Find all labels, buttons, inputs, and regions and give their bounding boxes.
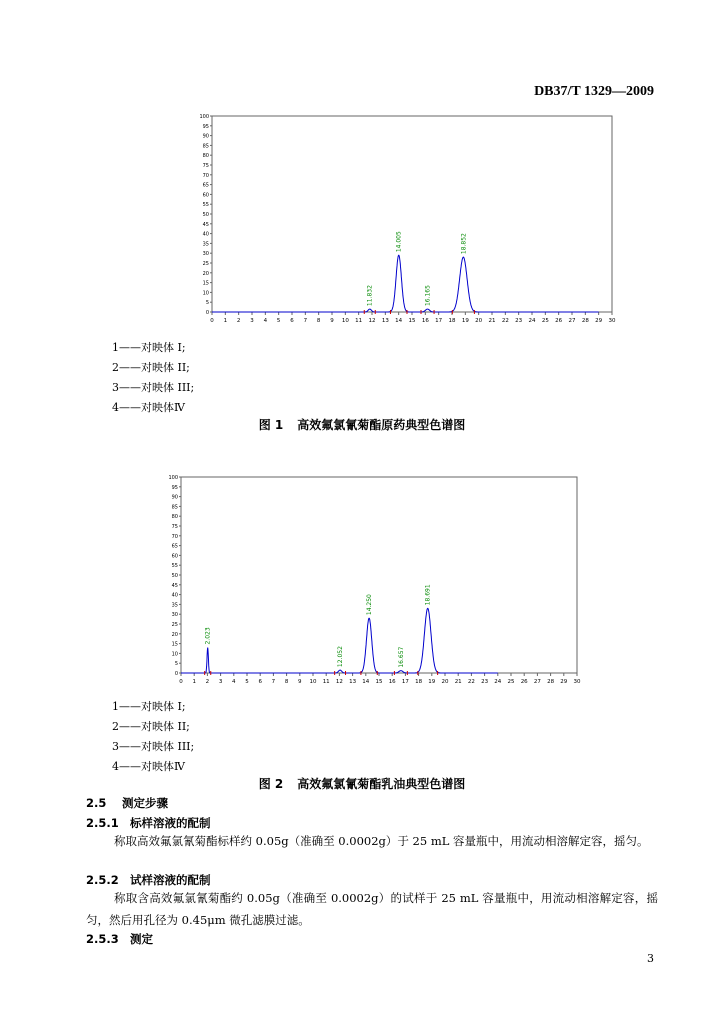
page-number: 3 (647, 952, 654, 965)
peak-label: 11.832 (366, 285, 374, 307)
y-tick-label: 50 (171, 573, 178, 579)
figure-1-title: 高效氟氯氰菊酯原药典型色谱图 (297, 418, 466, 432)
peak-label: 14.005 (395, 231, 403, 253)
section-number: 2.5.2 (86, 873, 119, 887)
y-tick-label: 30 (171, 612, 178, 619)
x-tick-label: 27 (568, 318, 576, 324)
x-tick-label: 12 (368, 318, 376, 324)
x-tick-label: 11 (322, 679, 330, 685)
y-tick-label: 30 (202, 251, 209, 258)
section-2-5-3-heading (86, 931, 153, 947)
section-2-5-1-heading (86, 815, 211, 831)
x-tick-label: 2 (205, 679, 210, 685)
y-tick-label: 75 (202, 163, 209, 169)
figure-1-number: 图 1 (258, 418, 284, 432)
standard-code: DB37/T 1329—2009 (534, 84, 654, 99)
y-tick-label: 60 (171, 553, 178, 560)
y-tick-label: 80 (202, 153, 209, 160)
y-tick-label: 45 (171, 582, 178, 589)
y-tick-label: 100 (199, 114, 209, 120)
y-tick-label: 25 (171, 622, 178, 628)
x-tick-label: 7 (303, 318, 308, 324)
x-tick-label: 29 (595, 318, 603, 324)
x-tick-label: 21 (454, 679, 462, 685)
x-tick-label: 15 (408, 318, 416, 324)
x-tick-label: 1 (192, 679, 196, 685)
x-tick-label: 20 (475, 318, 483, 324)
y-tick-label: 100 (168, 475, 178, 481)
x-tick-label: 30 (608, 318, 616, 324)
section-2-5-1-text: 称取高效氟氯氰菊酯标样约 0.05g（准确至 0.0002g）于 25 mL 容量瓶中，用流动相溶解定容，摇匀。 (114, 834, 649, 848)
section-title: 试样溶液的配制 (130, 873, 211, 887)
y-tick-label: 0 (174, 671, 178, 677)
legend-item: 3——对映体 III; (112, 740, 195, 753)
x-tick-label: 24 (528, 318, 536, 324)
y-tick-label: 35 (171, 602, 178, 609)
x-tick-label: 9 (330, 318, 334, 324)
legend-item: 4——对映体Ⅳ (112, 401, 185, 414)
x-tick-label: 26 (555, 318, 563, 324)
legend-item: 4——对映体Ⅳ (112, 760, 185, 773)
section-title: 标样溶液的配制 (130, 816, 211, 830)
x-tick-label: 12 (335, 679, 343, 685)
y-tick-label: 60 (202, 192, 209, 199)
x-tick-label: 29 (560, 679, 568, 685)
y-tick-label: 90 (202, 133, 209, 140)
x-tick-label: 10 (341, 318, 349, 324)
y-tick-label: 70 (171, 533, 178, 540)
signal-trace (212, 255, 599, 312)
y-tick-label: 80 (171, 514, 178, 521)
x-tick-label: 8 (284, 679, 289, 685)
x-tick-label: 28 (581, 318, 589, 324)
peak-label: 18.691 (424, 584, 432, 606)
y-tick-label: 35 (202, 241, 209, 248)
chromatogram-figure-2 (165, 473, 585, 695)
x-tick-label: 0 (210, 318, 214, 324)
x-tick-label: 18 (415, 679, 423, 685)
x-tick-label: 25 (507, 679, 515, 685)
plot-frame (181, 477, 577, 673)
x-tick-label: 1 (223, 318, 228, 324)
x-tick-label: 22 (467, 679, 475, 685)
x-tick-label: 19 (428, 679, 436, 685)
x-tick-label: 18 (448, 318, 456, 324)
section-title: 测定 (130, 932, 153, 946)
y-tick-label: 50 (202, 212, 209, 218)
legend-item: 2——对映体 II; (112, 361, 190, 374)
x-tick-label: 23 (481, 679, 489, 685)
x-tick-label: 23 (515, 318, 523, 324)
x-tick-label: 15 (375, 679, 383, 685)
y-tick-label: 15 (202, 280, 209, 287)
plot-frame (212, 116, 612, 312)
y-tick-label: 10 (202, 290, 209, 297)
y-tick-label: 40 (202, 231, 209, 238)
x-tick-label: 26 (520, 679, 528, 685)
figure-2-title: 高效氟氯氰菊酯乳油典型色谱图 (297, 777, 466, 791)
x-tick-label: 17 (435, 318, 443, 324)
x-tick-label: 4 (263, 318, 268, 324)
x-tick-label: 7 (271, 679, 276, 685)
y-tick-label: 70 (202, 172, 209, 179)
peak-label: 18.852 (460, 233, 468, 255)
y-tick-label: 75 (171, 524, 178, 530)
figure-2-caption (0, 775, 724, 792)
section-title: 测定步骤 (122, 796, 168, 810)
y-tick-label: 90 (171, 494, 178, 501)
x-tick-label: 22 (501, 318, 509, 324)
legend-item: 2——对映体 II; (112, 720, 190, 733)
x-tick-label: 14 (395, 318, 403, 324)
section-2-5-heading (86, 795, 168, 811)
x-tick-label: 10 (309, 679, 317, 685)
figure-1-caption (0, 416, 724, 433)
x-tick-label: 30 (573, 679, 581, 685)
section-number: 2.5.3 (86, 932, 119, 946)
x-tick-label: 19 (461, 318, 469, 324)
x-tick-label: 6 (290, 318, 294, 324)
section-number: 2.5.1 (86, 816, 119, 830)
x-tick-label: 13 (381, 318, 389, 324)
y-tick-label: 25 (202, 261, 209, 267)
x-tick-label: 27 (533, 679, 541, 685)
section-number: 2.5 (86, 796, 107, 810)
x-tick-label: 8 (316, 318, 321, 324)
y-tick-label: 20 (202, 270, 209, 277)
x-tick-label: 11 (355, 318, 363, 324)
y-tick-label: 85 (171, 504, 178, 511)
y-tick-label: 95 (202, 123, 209, 130)
peak-label: 14.250 (366, 594, 374, 616)
y-tick-label: 5 (205, 300, 209, 307)
x-tick-label: 17 (401, 679, 409, 685)
x-tick-label: 28 (547, 679, 555, 685)
x-tick-label: 3 (218, 679, 223, 685)
x-tick-label: 16 (388, 679, 396, 685)
peak-label: 16.165 (424, 285, 432, 307)
figure-2-legend (112, 697, 194, 777)
y-tick-label: 10 (171, 651, 178, 658)
section-2-5-2-text: 称取含高效氟氯氰菊酯约 0.05g（准确至 0.0002g）的试样于 25 mL 容量瓶中，用流动相溶解定容，摇匀，然后用孔径为 0.45μm 微孔滤膜过滤。 (86, 891, 658, 927)
section-2-5-2-heading (86, 872, 211, 888)
x-tick-label: 14 (362, 679, 370, 685)
y-tick-label: 45 (202, 221, 209, 228)
x-tick-label: 25 (541, 318, 549, 324)
y-tick-label: 0 (205, 310, 209, 316)
x-tick-label: 6 (258, 679, 262, 685)
x-tick-label: 13 (349, 679, 357, 685)
x-tick-label: 2 (236, 318, 241, 324)
x-tick-label: 0 (179, 679, 183, 685)
peak-label: 2.023 (204, 627, 212, 645)
y-tick-label: 55 (171, 563, 178, 570)
legend-item: 3——对映体 III; (112, 381, 195, 394)
x-tick-label: 9 (298, 679, 302, 685)
x-tick-label: 4 (232, 679, 236, 685)
legend-item: 1——对映体 I; (112, 700, 186, 713)
chromatogram-figure-1 (196, 112, 620, 334)
legend-item: 1——对映体 I; (112, 341, 186, 354)
figure-2-number: 图 2 (258, 777, 284, 791)
y-tick-label: 55 (202, 202, 209, 209)
x-tick-label: 21 (488, 318, 496, 324)
x-tick-label: 24 (494, 679, 502, 685)
figure-1-legend (112, 338, 194, 418)
x-tick-label: 5 (276, 318, 281, 324)
y-tick-label: 65 (202, 182, 209, 189)
y-tick-label: 65 (171, 543, 178, 550)
peak-label: 12.052 (337, 646, 345, 668)
x-tick-label: 20 (441, 679, 449, 685)
y-tick-label: 95 (171, 484, 178, 491)
y-tick-label: 20 (171, 631, 178, 638)
y-tick-label: 15 (171, 641, 178, 648)
x-tick-label: 16 (421, 318, 429, 324)
y-tick-label: 40 (171, 592, 178, 599)
y-tick-label: 5 (174, 661, 178, 668)
y-tick-label: 85 (202, 143, 209, 150)
x-tick-label: 3 (250, 318, 254, 324)
x-tick-label: 5 (245, 679, 249, 685)
peak-label: 16.657 (397, 646, 405, 668)
